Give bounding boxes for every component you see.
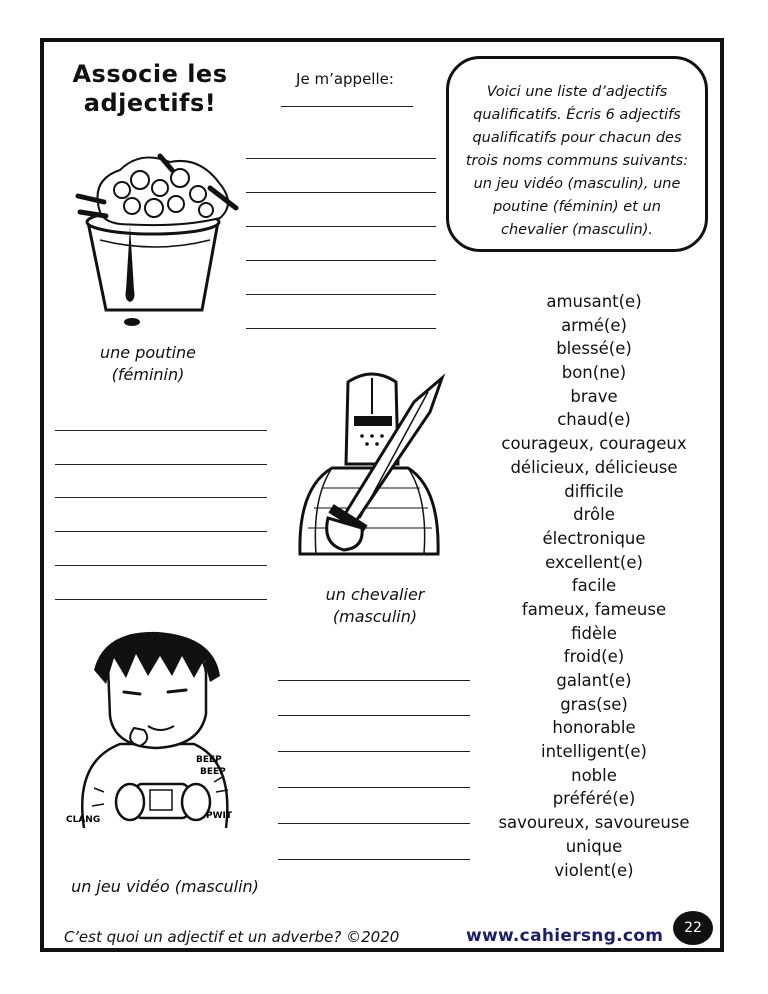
adjective-item: préféré(e) xyxy=(552,789,636,809)
adjective-item: brave xyxy=(570,386,618,406)
poutine-answer-line[interactable] xyxy=(246,294,436,295)
jeu-video-answer-line[interactable] xyxy=(278,715,470,716)
adjective-item: délicieux, délicieuse xyxy=(510,457,678,477)
adjective-item: honorable xyxy=(552,718,636,738)
adjective-item: violent(e) xyxy=(554,860,634,880)
poutine-caption-line1: une poutine xyxy=(100,343,196,362)
jeu-video-answer-line[interactable] xyxy=(278,859,470,860)
adjective-item: facile xyxy=(571,576,617,596)
website-link[interactable]: www.cahiersng.com xyxy=(466,926,664,946)
adjective-item: drôle xyxy=(573,505,615,525)
pwit-sound-text: PWIT xyxy=(206,811,233,821)
jeu-video-caption: un jeu vidéo (masculin) xyxy=(71,877,259,896)
knight-illustration xyxy=(292,368,452,560)
adjective-item: unique xyxy=(565,836,623,856)
poutine-answer-line[interactable] xyxy=(246,192,436,193)
footer-text: C’est quoi un adjectif et un adverbe? ©2020 xyxy=(64,928,400,946)
beep-sound-text-2: BEEP xyxy=(200,767,226,777)
jeu-video-answer-line[interactable] xyxy=(278,823,470,824)
adjective-item: galant(e) xyxy=(556,671,632,690)
poutine-answer-line[interactable] xyxy=(246,328,436,329)
adjective-item: froid(e) xyxy=(563,647,625,667)
adjective-list xyxy=(494,290,694,882)
poutine-answer-line[interactable] xyxy=(246,158,436,159)
chevalier-answer-line[interactable] xyxy=(55,497,267,498)
name-input-line[interactable] xyxy=(281,106,413,107)
adjective-item: excellent(e) xyxy=(545,552,643,572)
page-number-badge: 22 xyxy=(673,911,713,945)
chevalier-caption-line1: un chevalier xyxy=(325,585,425,604)
adjective-item: électronique xyxy=(542,528,646,548)
adjective-item: courageux, courageux xyxy=(501,434,687,454)
adjective-item: amusant(e) xyxy=(546,292,642,311)
chevalier-answer-line[interactable] xyxy=(55,565,267,566)
chevalier-answer-line[interactable] xyxy=(55,531,267,532)
boy-gaming-illustration xyxy=(64,632,250,832)
poutine-caption-line2: (féminin) xyxy=(111,365,185,384)
adjective-item: gras(se) xyxy=(560,694,628,714)
chevalier-caption-line2: (masculin) xyxy=(332,607,418,626)
adjective-item: difficile xyxy=(564,481,624,501)
adjective-item: noble xyxy=(571,765,617,785)
adjective-item: savoureux, savoureuse xyxy=(498,813,690,833)
adjective-item: chaud(e) xyxy=(557,410,631,430)
adjective-item: blessé(e) xyxy=(556,339,632,359)
jeu-video-answer-line[interactable] xyxy=(278,787,470,788)
instructions-bubble: Voici une liste d’adjectifs qualificatifs. Écris 6 adjectifs qualificatifs pour chacun des trois noms communs suivants: un jeu vidéo (masculin), une poutine (féminin) et un chevalier (masculin). xyxy=(446,56,708,252)
adjective-item: armé(e) xyxy=(561,315,627,335)
adjective-item: intelligent(e) xyxy=(541,742,647,762)
chevalier-answer-line[interactable] xyxy=(55,464,267,465)
poutine-illustration xyxy=(60,150,240,330)
poutine-answer-line[interactable] xyxy=(246,260,436,261)
chevalier-answer-line[interactable] xyxy=(55,430,267,431)
beep-sound-text-1: BEEP xyxy=(196,755,222,765)
adjective-item: bon(ne) xyxy=(561,363,627,383)
adjective-item: fameux, fameuse xyxy=(521,599,667,619)
clang-sound-text: CLANG xyxy=(66,815,101,825)
jeu-video-answer-line[interactable] xyxy=(278,751,470,752)
poutine-answer-line[interactable] xyxy=(246,226,436,227)
adjective-item: fidèle xyxy=(571,623,617,643)
name-label: Je m’appelle: xyxy=(296,70,394,88)
chevalier-answer-line[interactable] xyxy=(55,599,267,600)
page-title: Associe les adjectifs! xyxy=(72,60,228,117)
jeu-video-answer-line[interactable] xyxy=(278,680,470,681)
